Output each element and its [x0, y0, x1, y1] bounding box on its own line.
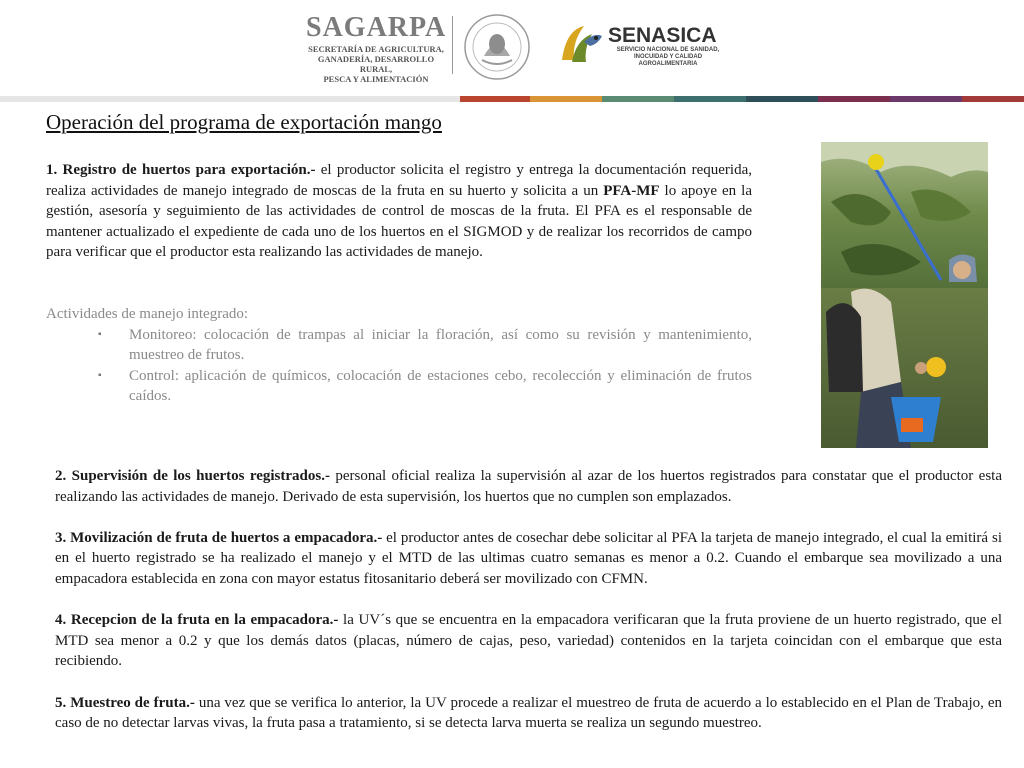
- activities-block: [46, 304, 752, 407]
- senasica-name: SENASICA: [608, 24, 717, 47]
- list-item: ▪ Monitoreo: colocación de trampas al iniciar la floración, así como su revisión y mantenimiento, muestreo de frutos.: [98, 326, 752, 364]
- sagarpa-logo: [306, 14, 446, 84]
- sagarpa-name: SAGARPA: [306, 12, 447, 43]
- header: [0, 0, 1024, 96]
- activities-list: [46, 325, 752, 407]
- list-item: ▪ Control: aplicación de químicos, colocación de estaciones cebo, recolección y eliminación de frutos caídos.: [98, 367, 752, 405]
- senasica-subtitle: SERVICIO NACIONAL DE SANIDAD, INOCUIDAD Y CALIDAD AGROALIMENTARIA: [616, 47, 720, 67]
- process-sections: [55, 466, 1002, 754]
- bullet-icon: ▪: [98, 369, 102, 381]
- section-recepcion: 4. Recepcion de la fruta en la empacadora.- la UV´s que se encuentra en la empacadora verificaran que la fruta proviene de un huerto registrado, que el MTD sea menor a 0.2 y que los demás datos (placas, número de cajas, peso, variedad) contenidos en la tarjeta coincidan con el embarque que esta recibiendo.: [55, 612, 1002, 670]
- registro-text-a: el productor solicita el registro y entrega la documentación requerida, realiza actividades de manejo integrado de moscas de la fruta en su huerto y solicita a un: [46, 162, 752, 199]
- strip-segment: [962, 96, 1024, 102]
- strip-segment: [530, 96, 602, 102]
- sagarpa-subtitle: SECRETARÍA DE AGRICULTURA, GANADERÍA, DESARROLLO RURAL, PESCA Y ALIMENTACIÓN: [308, 44, 444, 84]
- registro-paragraph: [46, 160, 752, 263]
- field-photo: [821, 142, 988, 448]
- strip-segment: [602, 96, 674, 102]
- strip-segment: [890, 96, 962, 102]
- section-movilizacion: 3. Movilización de fruta de huertos a empacadora.- el productor antes de cosechar debe solicitar al PFA la tarjeta de manejo integrado, el cual la emitirá si en el huerto registrado se ha realizado el manejo y el MTD de las ultimas cuatro semanas es menor a 0.2. Cuando el embarque sea movilizado a una empacadora establecida en zona con mayor estatus fitosanitario deberá ser movilizado con CFMN.: [55, 529, 1002, 587]
- header-color-strip: [0, 96, 1024, 102]
- strip-segment: [746, 96, 818, 102]
- activities-heading: Actividades de manejo integrado:: [46, 306, 249, 322]
- strip-segment: [818, 96, 890, 102]
- section-supervision: 2. Supervisión de los huertos registrados.- personal oficial realiza la supervisión al azar de los huertos registrados para constatar que el productor esta realizando las actividades de manejo. Derivado de esta supervisión, los huertos que no cumplen son emplazados.: [55, 468, 1002, 505]
- header-divider: [452, 16, 453, 74]
- strip-segment: [460, 96, 530, 102]
- bullet-icon: ▪: [98, 328, 102, 340]
- strip-segment: [674, 96, 746, 102]
- section-muestreo: 5. Muestreo de fruta.- una vez que se verifica lo anterior, la UV procede a realizar el muestreo de fruta de acuerdo a lo establecido en el Plan de Trabajo, en caso de no detectar larvas vivas, la fruta pasa a tratamiento, si se detecta larva muerta se realiza un segundo muestreo.: [55, 694, 1002, 732]
- registro-lead: 1. Registro de huertos para exportación.-: [46, 162, 316, 178]
- registro-text-b: lo apoye en la gestión, asesoría y seguimiento de las actividades de control de moscas de la fruta. El PFA es el responsable de mantener actualizado el expediente de cada uno de los huertos en el SIGMOD y de realizar los recorridos de campo para verificar que el productor esta realizando las actividades de manejo.: [46, 182, 753, 261]
- mexico-seal-icon: [462, 12, 532, 82]
- pfa-mf-label: PFA-MF: [603, 182, 660, 199]
- strip-segment: [0, 96, 460, 102]
- page-title: Operación del programa de exportación mango: [46, 110, 442, 134]
- senasica-emblem-icon: [558, 22, 604, 66]
- senasica-logo: [608, 25, 728, 68]
